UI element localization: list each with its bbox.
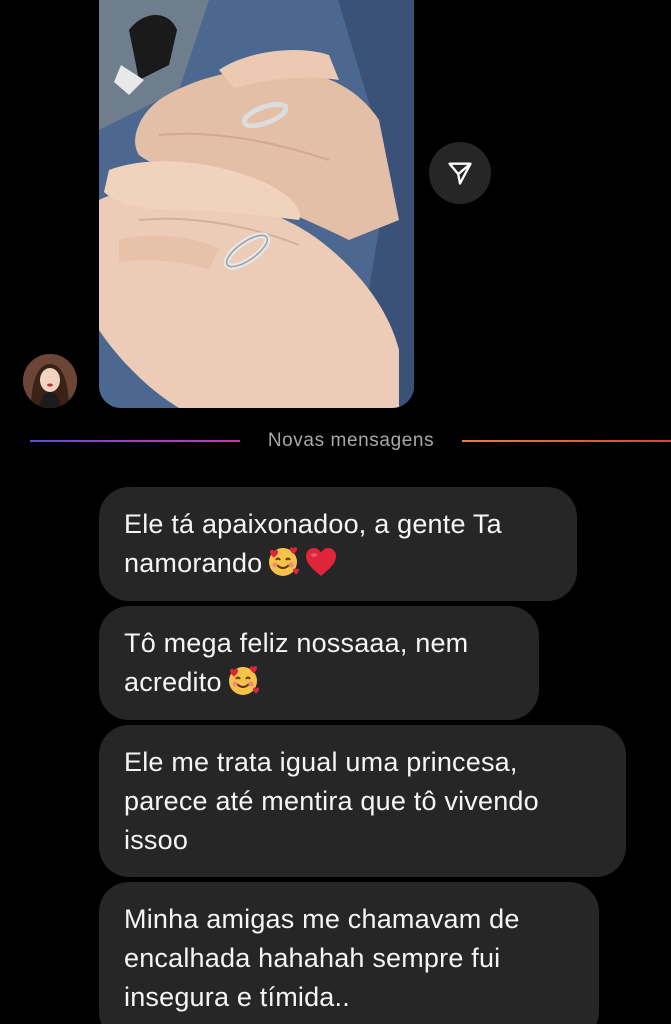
shared-photo[interactable] (99, 0, 414, 408)
message-bubble[interactable] (99, 882, 599, 1024)
divider-label: Novas mensagens (267, 430, 435, 451)
message-line: encalhada hahahah sempre fui (124, 943, 501, 973)
message-bubble[interactable] (99, 725, 626, 877)
message-line: parece até mentira que tô vivendo (124, 786, 539, 816)
message-line: insegura e tímida.. (124, 982, 350, 1012)
message-line: issoo (124, 825, 189, 855)
avatar-portrait-illustration (23, 354, 77, 408)
share-button[interactable] (429, 142, 491, 204)
message-line: Minha amigas me chamavam de (124, 904, 520, 934)
message-line-with-emoji (124, 544, 552, 589)
message-line-with-emoji (124, 663, 514, 708)
message-line: Ele me trata igual uma princesa, (124, 747, 518, 777)
message-bubble[interactable] (99, 606, 539, 720)
message-bubble[interactable] (99, 487, 577, 601)
message-line: Ele tá apaixonadoo, a gente Ta (124, 509, 502, 539)
smiling-face-with-hearts-icon (266, 544, 300, 589)
message-line: Tô mega feliz nossaaa, nem (124, 628, 469, 658)
smiling-face-with-hearts-icon (226, 663, 260, 708)
new-messages-divider (0, 426, 671, 456)
message-line: acredito (124, 667, 222, 697)
divider-line-left (30, 440, 240, 442)
red-heart-icon (304, 546, 338, 589)
message-line: namorando (124, 548, 263, 578)
rings-photo-illustration (99, 0, 414, 408)
divider-line-right (462, 440, 671, 442)
avatar[interactable] (23, 354, 77, 408)
paper-plane-icon (446, 159, 474, 187)
